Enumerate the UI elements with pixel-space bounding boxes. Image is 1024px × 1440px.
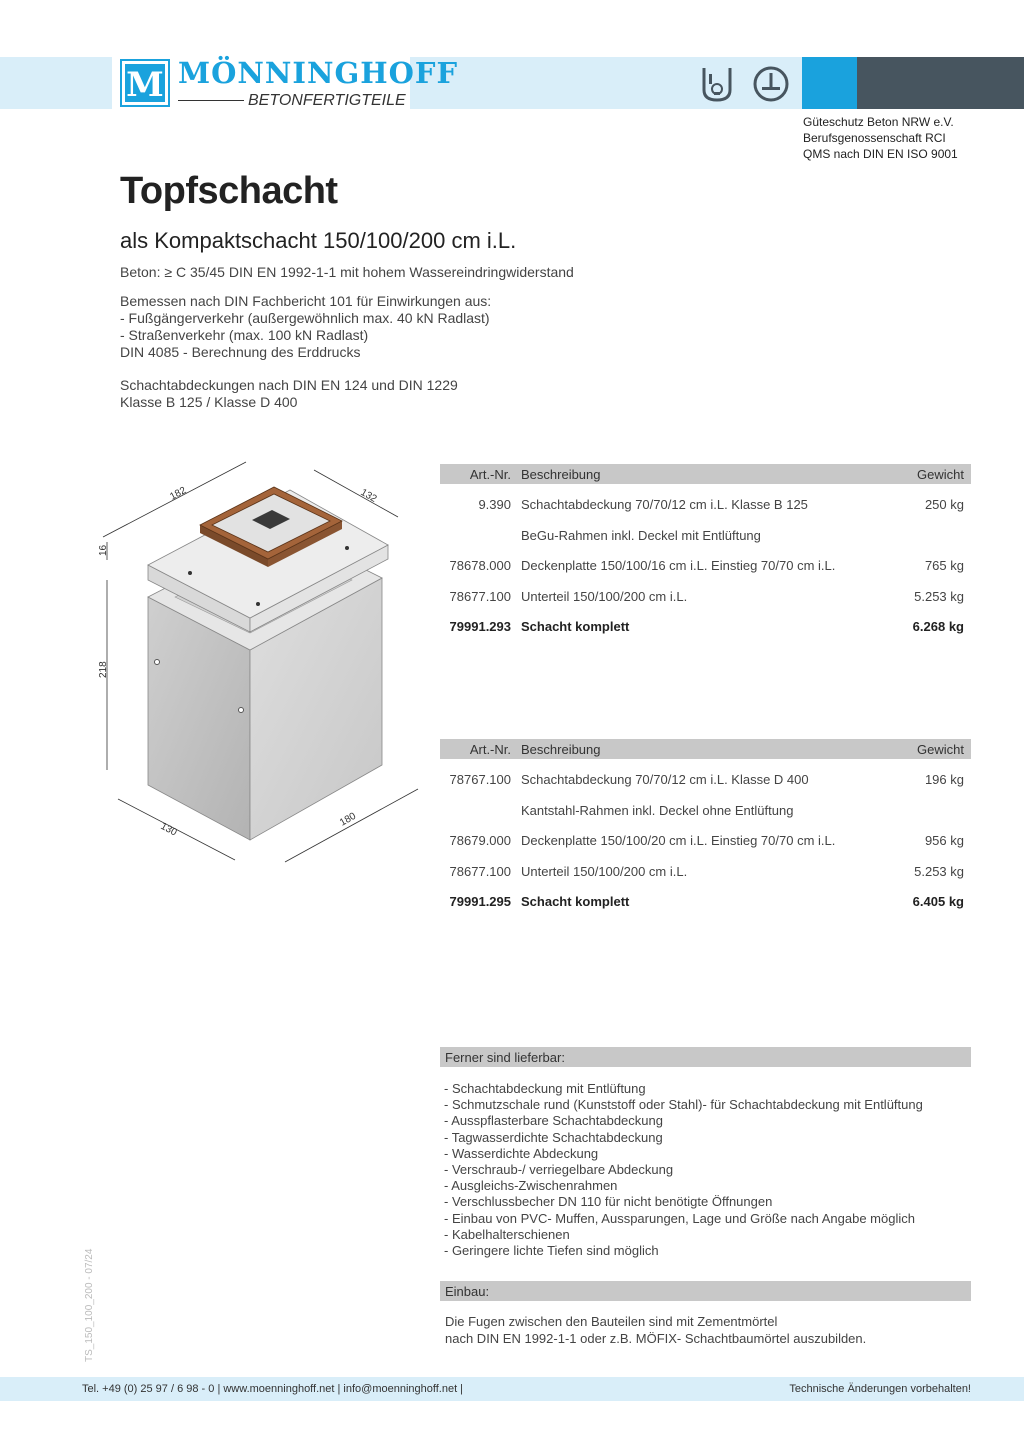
cert-line: Berufsgenossenschaft RCI	[803, 131, 946, 145]
section-title: Einbau:	[445, 1284, 490, 1299]
cover-line: Klasse B 125 / Klasse D 400	[120, 394, 298, 410]
footer-band	[0, 1377, 1024, 1401]
cell-art: 78679.000	[449, 833, 511, 848]
logo-m-icon	[120, 59, 170, 107]
list-item: - Schmutzschale rund (Kunststoff oder Stahl)- für Schachtabdeckung mit Entlüftung	[444, 1097, 923, 1113]
table-row	[440, 800, 971, 831]
cover-spec	[120, 377, 458, 411]
table-header	[440, 464, 971, 484]
plate-lifting-hole	[188, 571, 192, 575]
cell-weight: 5.253 kg	[914, 588, 964, 604]
also-available-header	[440, 1047, 971, 1067]
table-b125	[440, 464, 971, 647]
document-code: TS_150_100_200 - 07/24	[84, 1248, 95, 1362]
cell-art: 78678.000	[449, 558, 511, 573]
list-item: - Geringere lichte Tiefen sind möglich	[444, 1243, 659, 1259]
plate-lifting-hole	[256, 602, 260, 606]
dim-height: 218	[98, 661, 109, 678]
page-subtitle: als Kompaktschacht 150/100/200 cm i.L.	[120, 228, 517, 253]
table-row	[440, 861, 971, 892]
dim-bottom-left: 130	[158, 820, 179, 839]
certifications	[803, 114, 958, 162]
cover-line: Schachtabdeckungen nach DIN EN 124 und DIN 1229	[120, 377, 458, 393]
cell-desc: Kantstahl-Rahmen inkl. Deckel ohne Entlüftung	[521, 802, 794, 818]
col-desc: Beschreibung	[521, 467, 601, 482]
cell-art: 9.390	[478, 497, 511, 512]
install-line: Die Fugen zwischen den Bauteilen sind mit Zementmörtel	[445, 1314, 778, 1329]
lower-box-lifting-hole	[239, 708, 244, 713]
header-accent-dark	[857, 57, 1024, 109]
cell-weight: 765 kg	[924, 558, 964, 573]
col-art: Art.-Nr.	[469, 467, 511, 482]
cell-weight: 6.268 kg	[912, 619, 964, 634]
section-title: Ferner sind lieferbar:	[445, 1050, 565, 1065]
table-row	[440, 586, 971, 617]
design-basis	[120, 293, 491, 361]
cell-art: 79991.293	[449, 619, 511, 634]
cell-desc: Schachtabdeckung 70/70/12 cm i.L. Klasse D 400	[521, 772, 809, 787]
brand-name: MÖNNINGHOFF	[178, 56, 459, 90]
cell-art: 78767.100	[449, 772, 511, 787]
dim-bottom-right: 180	[338, 810, 358, 829]
dim-top-right: 132	[358, 487, 379, 505]
table-row	[440, 494, 971, 525]
brand-logo[interactable]	[112, 54, 459, 112]
cell-desc: Unterteil 150/100/200 cm i.L.	[521, 588, 688, 604]
table-row-total	[440, 616, 971, 647]
shaft-drawing	[95, 455, 435, 875]
cell-art: 78677.100	[449, 588, 511, 604]
install-line: nach DIN EN 1992-1-1 oder z.B. MÖFIX- Schachtbaumörtel auszubilden.	[445, 1330, 867, 1346]
design-line: - Fußgängerverkehr (außergewöhnlich max. 40 kN Radlast)	[120, 310, 490, 326]
col-weight: Gewicht	[917, 742, 964, 757]
footer-disclaimer: Technische Änderungen vorbehalten!	[789, 1383, 971, 1395]
cell-desc: Schachtabdeckung 70/70/12 cm i.L. Klasse B 125	[521, 497, 808, 512]
list-item: - Tagwasserdichte Schachtabdeckung	[444, 1129, 663, 1145]
cell-weight: 6.405 kg	[912, 894, 964, 909]
table-header	[440, 739, 971, 759]
col-weight: Gewicht	[917, 467, 964, 482]
svg-text:M: M	[126, 65, 164, 105]
table-row	[440, 555, 971, 586]
installation-text	[445, 1314, 866, 1347]
cell-weight: 5.253 kg	[914, 863, 964, 879]
list-item: - Kabelhalterschienen	[444, 1226, 570, 1242]
list-item: - Ausgleichs-Zwischenrahmen	[444, 1178, 618, 1194]
cell-art: 79991.295	[449, 894, 511, 909]
list-item: - Ausspflasterbare Schachtabdeckung	[444, 1113, 663, 1129]
quality-seal-icon	[700, 64, 734, 104]
col-desc: Beschreibung	[521, 742, 601, 757]
list-item: - Einbau von PVC- Muffen, Aussparungen, Lage und Größe nach Angabe möglich	[444, 1210, 915, 1226]
installation-header	[440, 1281, 971, 1301]
cell-desc: Schacht komplett	[521, 619, 630, 634]
table-row-total	[440, 891, 971, 922]
dim-plate-thickness: 16	[98, 544, 109, 556]
cell-desc: Deckenplatte 150/100/16 cm i.L. Einstieg 70/70 cm i.L.	[521, 558, 836, 573]
table-row	[440, 525, 971, 556]
page-title: Topfschacht	[120, 170, 338, 212]
lower-box-lifting-hole	[155, 660, 160, 665]
cell-art: 78677.100	[449, 863, 511, 879]
footer-contact[interactable]: Tel. +49 (0) 25 97 / 6 98 - 0 | www.moenninghoff.net | info@moenninghoff.net |	[82, 1383, 464, 1395]
cell-desc: Unterteil 150/100/200 cm i.L.	[521, 863, 688, 879]
col-art: Art.-Nr.	[469, 742, 511, 757]
cell-weight: 196 kg	[924, 772, 964, 787]
design-line: - Straßenverkehr (max. 100 kN Radlast)	[120, 327, 369, 343]
table-row	[440, 769, 971, 800]
design-line: Bemessen nach DIN Fachbericht 101 für Einwirkungen aus:	[120, 293, 492, 309]
list-item: - Verschlussbecher DN 110 für nicht benötigte Öffnungen	[444, 1194, 773, 1210]
list-item: - Wasserdichte Abdeckung	[444, 1145, 599, 1161]
cert-line: QMS nach DIN EN ISO 9001	[803, 147, 958, 161]
cell-weight: 250 kg	[924, 497, 964, 512]
design-line: DIN 4085 - Berechnung des Erddrucks	[120, 344, 361, 360]
header-accent-cyan	[802, 57, 857, 109]
list-item: - Schachtabdeckung mit Entlüftung	[444, 1081, 646, 1096]
concrete-spec: Beton: ≥ C 35/45 DIN EN 1992-1-1 mit hohem Wassereindringwiderstand	[120, 264, 574, 280]
dim-top-left: 182	[168, 485, 189, 503]
cell-desc: BeGu-Rahmen inkl. Deckel mit Entlüftung	[521, 527, 761, 543]
cell-desc: Deckenplatte 150/100/20 cm i.L. Einstieg 70/70 cm i.L.	[521, 833, 836, 848]
cert-line: Güteschutz Beton NRW e.V.	[803, 115, 954, 129]
brand-subtitle: BETONFERTIGTEILE	[248, 92, 406, 109]
also-available-list	[444, 1081, 923, 1259]
safety-seal-icon	[752, 64, 790, 104]
table-d400	[440, 739, 971, 922]
list-item: - Verschraub-/ verriegelbare Abdeckung	[444, 1162, 674, 1178]
plate-lifting-hole	[345, 546, 349, 550]
cell-weight: 956 kg	[924, 833, 964, 848]
cell-desc: Schacht komplett	[521, 894, 630, 909]
table-row	[440, 830, 971, 861]
brand-divider	[178, 100, 244, 101]
